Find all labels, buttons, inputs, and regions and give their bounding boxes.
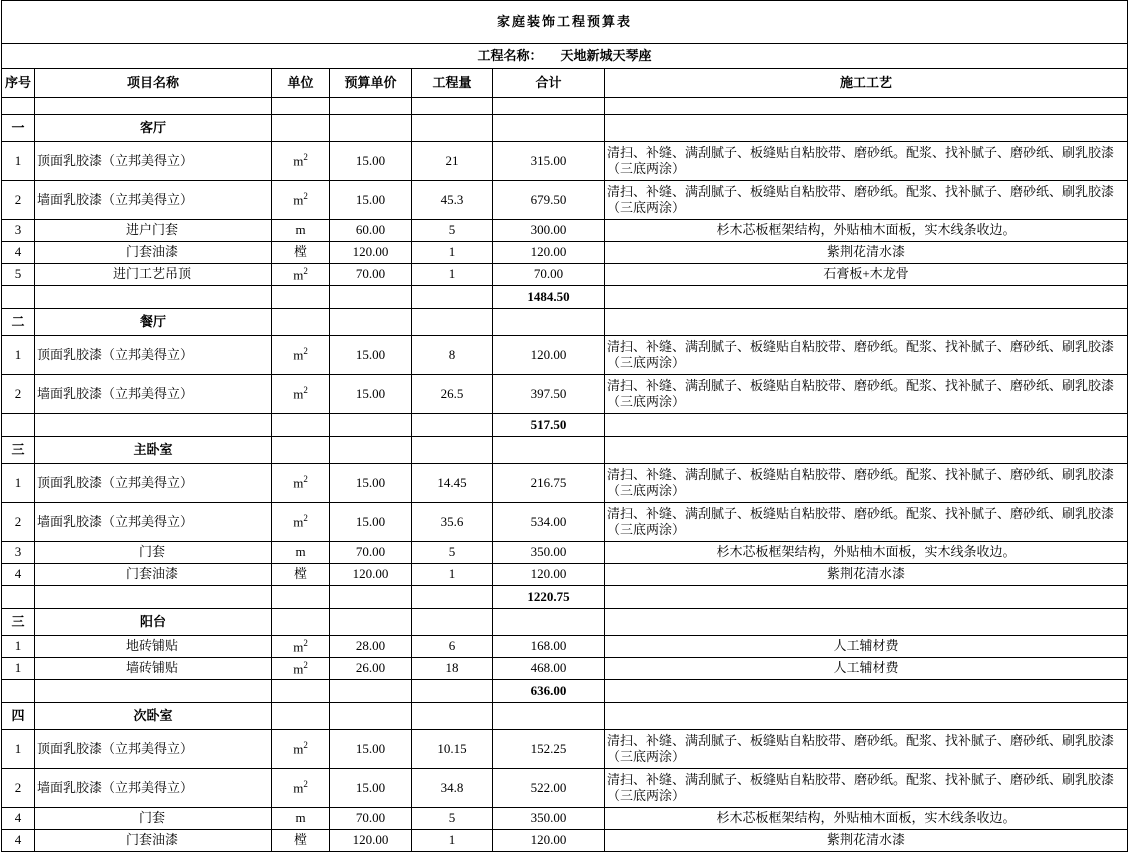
subtotal-qty: [412, 286, 493, 309]
cell-quantity: 1: [412, 564, 493, 586]
cell-unit: $m^2$: [272, 181, 330, 220]
cell-item-name: 顶面乳胶漆（立邦美得立）: [35, 336, 272, 375]
spacer-cell: [2, 98, 35, 115]
cell-unit: $m^2$: [272, 375, 330, 414]
section-unit: [272, 115, 330, 142]
cell-craft: 紫荆花清水漆: [605, 830, 1128, 852]
cell-unit-price: 15.00: [330, 336, 412, 375]
cell-unit: $m^2$: [272, 658, 330, 680]
section-unit: [272, 437, 330, 464]
cell-quantity: 1: [412, 242, 493, 264]
section-unit: [272, 609, 330, 636]
cell-craft: 人工辅材费: [605, 658, 1128, 680]
subtotal-name: [35, 286, 272, 309]
cell-unit-price: 26.00: [330, 658, 412, 680]
cell-seq: 2: [2, 375, 35, 414]
project-row: [2, 44, 1128, 69]
cell-unit-price: 120.00: [330, 830, 412, 852]
table-row: [2, 375, 1128, 414]
header-seq: 序号: [2, 69, 35, 98]
cell-unit: $m^2$: [272, 769, 330, 808]
subtotal-price: [330, 586, 412, 609]
cell-craft: 清扫、补缝、满刮腻子、板缝贴自粘胶带、磨砂纸。配浆、找补腻子、磨砂纸、刷乳胶漆（三底两涂）: [605, 375, 1128, 414]
cell-item-name: 顶面乳胶漆（立邦美得立）: [35, 730, 272, 769]
cell-unit-price: 70.00: [330, 264, 412, 286]
section-header-row: [2, 703, 1128, 730]
cell-unit-price: 15.00: [330, 503, 412, 542]
section-subtotal-row: [2, 680, 1128, 703]
cell-unit-price: 120.00: [330, 564, 412, 586]
subtotal-craft: [605, 286, 1128, 309]
cell-unit: m: [272, 220, 330, 242]
section-subtotal-row: [2, 586, 1128, 609]
cell-item-name: 墙面乳胶漆（立邦美得立）: [35, 181, 272, 220]
table-row: [2, 336, 1128, 375]
cell-total: 350.00: [493, 808, 605, 830]
section-total: [493, 437, 605, 464]
cell-craft: 人工辅材费: [605, 636, 1128, 658]
header-unit-price: 预算单价: [330, 69, 412, 98]
section-craft: [605, 309, 1128, 336]
cell-unit-price: 15.00: [330, 769, 412, 808]
header-craft: 施工工艺: [605, 69, 1128, 98]
cell-seq: 4: [2, 564, 35, 586]
cell-unit: $m^2$: [272, 336, 330, 375]
cell-unit: 樘: [272, 830, 330, 852]
cell-total: 397.50: [493, 375, 605, 414]
cell-seq: 1: [2, 464, 35, 503]
table-row: [2, 464, 1128, 503]
subtotal-unit: [272, 586, 330, 609]
section-name: 客厅: [35, 115, 272, 142]
cell-total: 315.00: [493, 142, 605, 181]
cell-item-name: 墙面乳胶漆（立邦美得立）: [35, 503, 272, 542]
subtotal-name: [35, 414, 272, 437]
cell-craft: 紫荆花清水漆: [605, 564, 1128, 586]
cell-total: 534.00: [493, 503, 605, 542]
cell-total: 152.25: [493, 730, 605, 769]
cell-craft: 清扫、补缝、满刮腻子、板缝贴自粘胶带、磨砂纸。配浆、找补腻子、磨砂纸、刷乳胶漆（三底两涂）: [605, 181, 1128, 220]
cell-unit: $m^2$: [272, 142, 330, 181]
cell-item-name: 墙面乳胶漆（立邦美得立）: [35, 769, 272, 808]
section-price: [330, 115, 412, 142]
cell-seq: 4: [2, 242, 35, 264]
section-qty: [412, 437, 493, 464]
cell-item-name: 门套油漆: [35, 830, 272, 852]
cell-unit-price: 15.00: [330, 375, 412, 414]
subtotal-seq: [2, 286, 35, 309]
subtotal-value: 1220.75: [493, 586, 605, 609]
cell-total: 468.00: [493, 658, 605, 680]
cell-seq: 3: [2, 220, 35, 242]
section-total: [493, 309, 605, 336]
section-index: 一: [2, 115, 35, 142]
cell-unit-price: 15.00: [330, 142, 412, 181]
cell-unit-price: 70.00: [330, 542, 412, 564]
section-qty: [412, 703, 493, 730]
section-craft: [605, 437, 1128, 464]
cell-total: 168.00: [493, 636, 605, 658]
cell-seq: 5: [2, 264, 35, 286]
cell-quantity: 26.5: [412, 375, 493, 414]
cell-unit-price: 28.00: [330, 636, 412, 658]
subtotal-price: [330, 286, 412, 309]
cell-craft: 杉木芯板框架结构，外贴柚木面板，实木线条收边。: [605, 542, 1128, 564]
cell-item-name: 门套: [35, 808, 272, 830]
cell-quantity: 6: [412, 636, 493, 658]
cell-quantity: 14.45: [412, 464, 493, 503]
section-price: [330, 703, 412, 730]
spacer-cell: [412, 98, 493, 115]
table-row: [2, 769, 1128, 808]
section-header-row: [2, 609, 1128, 636]
cell-item-name: 进门工艺吊顶: [35, 264, 272, 286]
table-row: [2, 808, 1128, 830]
section-total: [493, 703, 605, 730]
section-qty: [412, 309, 493, 336]
section-craft: [605, 115, 1128, 142]
section-index: 二: [2, 309, 35, 336]
cell-unit: $m^2$: [272, 730, 330, 769]
subtotal-qty: [412, 414, 493, 437]
table-row: [2, 142, 1128, 181]
cell-seq: 3: [2, 542, 35, 564]
cell-craft: 清扫、补缝、满刮腻子、板缝贴自粘胶带、磨砂纸。配浆、找补腻子、磨砂纸、刷乳胶漆（三底两涂）: [605, 336, 1128, 375]
cell-craft: 紫荆花清水漆: [605, 242, 1128, 264]
subtotal-value: 517.50: [493, 414, 605, 437]
table-row: [2, 220, 1128, 242]
subtotal-seq: [2, 586, 35, 609]
spacer-row: [2, 98, 1128, 115]
header-unit: 单位: [272, 69, 330, 98]
section-price: [330, 609, 412, 636]
cell-item-name: 墙砖铺贴: [35, 658, 272, 680]
spacer-cell: [272, 98, 330, 115]
section-qty: [412, 609, 493, 636]
cell-unit: 樘: [272, 242, 330, 264]
table-row: [2, 830, 1128, 852]
cell-total: 300.00: [493, 220, 605, 242]
section-total: [493, 609, 605, 636]
subtotal-value: 1484.50: [493, 286, 605, 309]
subtotal-value: 636.00: [493, 680, 605, 703]
section-craft: [605, 609, 1128, 636]
subtotal-craft: [605, 586, 1128, 609]
section-unit: [272, 703, 330, 730]
cell-quantity: 8: [412, 336, 493, 375]
table-row: [2, 564, 1128, 586]
header-total: 合计: [493, 69, 605, 98]
section-unit: [272, 309, 330, 336]
cell-craft: 清扫、补缝、满刮腻子、板缝贴自粘胶带、磨砂纸。配浆、找补腻子、磨砂纸、刷乳胶漆（三底两涂）: [605, 503, 1128, 542]
table-row: [2, 658, 1128, 680]
cell-quantity: 10.15: [412, 730, 493, 769]
subtotal-price: [330, 414, 412, 437]
section-price: [330, 309, 412, 336]
cell-total: 70.00: [493, 264, 605, 286]
cell-unit-price: 70.00: [330, 808, 412, 830]
subtotal-seq: [2, 680, 35, 703]
cell-quantity: 1: [412, 830, 493, 852]
project-label: 工程名称：: [477, 47, 543, 63]
subtotal-unit: [272, 414, 330, 437]
cell-unit: $m^2$: [272, 503, 330, 542]
section-index: 三: [2, 609, 35, 636]
cell-unit: 樘: [272, 564, 330, 586]
section-subtotal-row: [2, 414, 1128, 437]
cell-quantity: 34.8: [412, 769, 493, 808]
cell-total: 120.00: [493, 830, 605, 852]
section-header-row: [2, 115, 1128, 142]
cell-craft: 杉木芯板框架结构，外贴柚木面板，实木线条收边。: [605, 220, 1128, 242]
cell-item-name: 进户门套: [35, 220, 272, 242]
budget-table: [1, 0, 1128, 852]
title-row: [2, 1, 1128, 44]
cell-unit: $m^2$: [272, 464, 330, 503]
cell-seq: 4: [2, 808, 35, 830]
cell-unit-price: 15.00: [330, 464, 412, 503]
cell-unit: $m^2$: [272, 636, 330, 658]
cell-unit: m: [272, 542, 330, 564]
cell-seq: 1: [2, 142, 35, 181]
cell-craft: 清扫、补缝、满刮腻子、板缝贴自粘胶带、磨砂纸。配浆、找补腻子、磨砂纸、刷乳胶漆（三底两涂）: [605, 142, 1128, 181]
cell-item-name: 门套油漆: [35, 242, 272, 264]
table-row: [2, 264, 1128, 286]
cell-seq: 1: [2, 730, 35, 769]
cell-total: 120.00: [493, 242, 605, 264]
cell-unit-price: 15.00: [330, 730, 412, 769]
cell-seq: 1: [2, 636, 35, 658]
section-name: 次卧室: [35, 703, 272, 730]
cell-total: 350.00: [493, 542, 605, 564]
subtotal-qty: [412, 586, 493, 609]
cell-quantity: 5: [412, 808, 493, 830]
cell-craft: 清扫、补缝、满刮腻子、板缝贴自粘胶带、磨砂纸。配浆、找补腻子、磨砂纸、刷乳胶漆（三底两涂）: [605, 769, 1128, 808]
cell-total: 216.75: [493, 464, 605, 503]
spacer-cell: [493, 98, 605, 115]
header-quantity: 工程量: [412, 69, 493, 98]
project-value: 天地新城天琴座: [560, 47, 652, 63]
cell-craft: 石膏板+木龙骨: [605, 264, 1128, 286]
subtotal-name: [35, 680, 272, 703]
spacer-cell: [605, 98, 1128, 115]
cell-item-name: 门套油漆: [35, 564, 272, 586]
subtotal-craft: [605, 680, 1128, 703]
section-index: 三: [2, 437, 35, 464]
subtotal-seq: [2, 414, 35, 437]
section-header-row: [2, 309, 1128, 336]
cell-quantity: 45.3: [412, 181, 493, 220]
cell-total: 522.00: [493, 769, 605, 808]
page-title: 家庭装饰工程预算表: [2, 1, 1128, 44]
subtotal-name: [35, 586, 272, 609]
cell-item-name: 地砖铺贴: [35, 636, 272, 658]
header-item-name: 项目名称: [35, 69, 272, 98]
section-qty: [412, 115, 493, 142]
cell-item-name: 门套: [35, 542, 272, 564]
cell-unit: $m^2$: [272, 264, 330, 286]
cell-quantity: 35.6: [412, 503, 493, 542]
cell-seq: 2: [2, 181, 35, 220]
cell-seq: 2: [2, 503, 35, 542]
cell-item-name: 顶面乳胶漆（立邦美得立）: [35, 464, 272, 503]
subtotal-craft: [605, 414, 1128, 437]
cell-item-name: 顶面乳胶漆（立邦美得立）: [35, 142, 272, 181]
cell-quantity: 5: [412, 542, 493, 564]
section-subtotal-row: [2, 286, 1128, 309]
cell-seq: 2: [2, 769, 35, 808]
cell-seq: 1: [2, 658, 35, 680]
subtotal-qty: [412, 680, 493, 703]
table-row: [2, 636, 1128, 658]
spacer-cell: [35, 98, 272, 115]
table-row: [2, 542, 1128, 564]
cell-unit: m: [272, 808, 330, 830]
cell-item-name: 墙面乳胶漆（立邦美得立）: [35, 375, 272, 414]
section-craft: [605, 703, 1128, 730]
cell-craft: 清扫、补缝、满刮腻子、板缝贴自粘胶带、磨砂纸。配浆、找补腻子、磨砂纸、刷乳胶漆（三底两涂）: [605, 730, 1128, 769]
cell-total: 120.00: [493, 336, 605, 375]
table-row: [2, 730, 1128, 769]
section-name: 阳台: [35, 609, 272, 636]
cell-craft: 杉木芯板框架结构，外贴柚木面板，实木线条收边。: [605, 808, 1128, 830]
cell-quantity: 21: [412, 142, 493, 181]
spacer-cell: [330, 98, 412, 115]
cell-seq: 1: [2, 336, 35, 375]
section-index: 四: [2, 703, 35, 730]
table-row: [2, 503, 1128, 542]
section-price: [330, 437, 412, 464]
section-name: 餐厅: [35, 309, 272, 336]
subtotal-price: [330, 680, 412, 703]
table-row: [2, 242, 1128, 264]
cell-craft: 清扫、补缝、满刮腻子、板缝贴自粘胶带、磨砂纸。配浆、找补腻子、磨砂纸、刷乳胶漆（三底两涂）: [605, 464, 1128, 503]
cell-unit-price: 120.00: [330, 242, 412, 264]
table-row: [2, 181, 1128, 220]
cell-seq: 4: [2, 830, 35, 852]
cell-total: 679.50: [493, 181, 605, 220]
cell-unit-price: 60.00: [330, 220, 412, 242]
section-header-row: [2, 437, 1128, 464]
section-total: [493, 115, 605, 142]
cell-total: 120.00: [493, 564, 605, 586]
column-header-row: [2, 69, 1128, 98]
project-name: [2, 44, 1128, 69]
subtotal-unit: [272, 680, 330, 703]
subtotal-unit: [272, 286, 330, 309]
cell-quantity: 18: [412, 658, 493, 680]
section-name: 主卧室: [35, 437, 272, 464]
cell-quantity: 1: [412, 264, 493, 286]
cell-unit-price: 15.00: [330, 181, 412, 220]
cell-quantity: 5: [412, 220, 493, 242]
